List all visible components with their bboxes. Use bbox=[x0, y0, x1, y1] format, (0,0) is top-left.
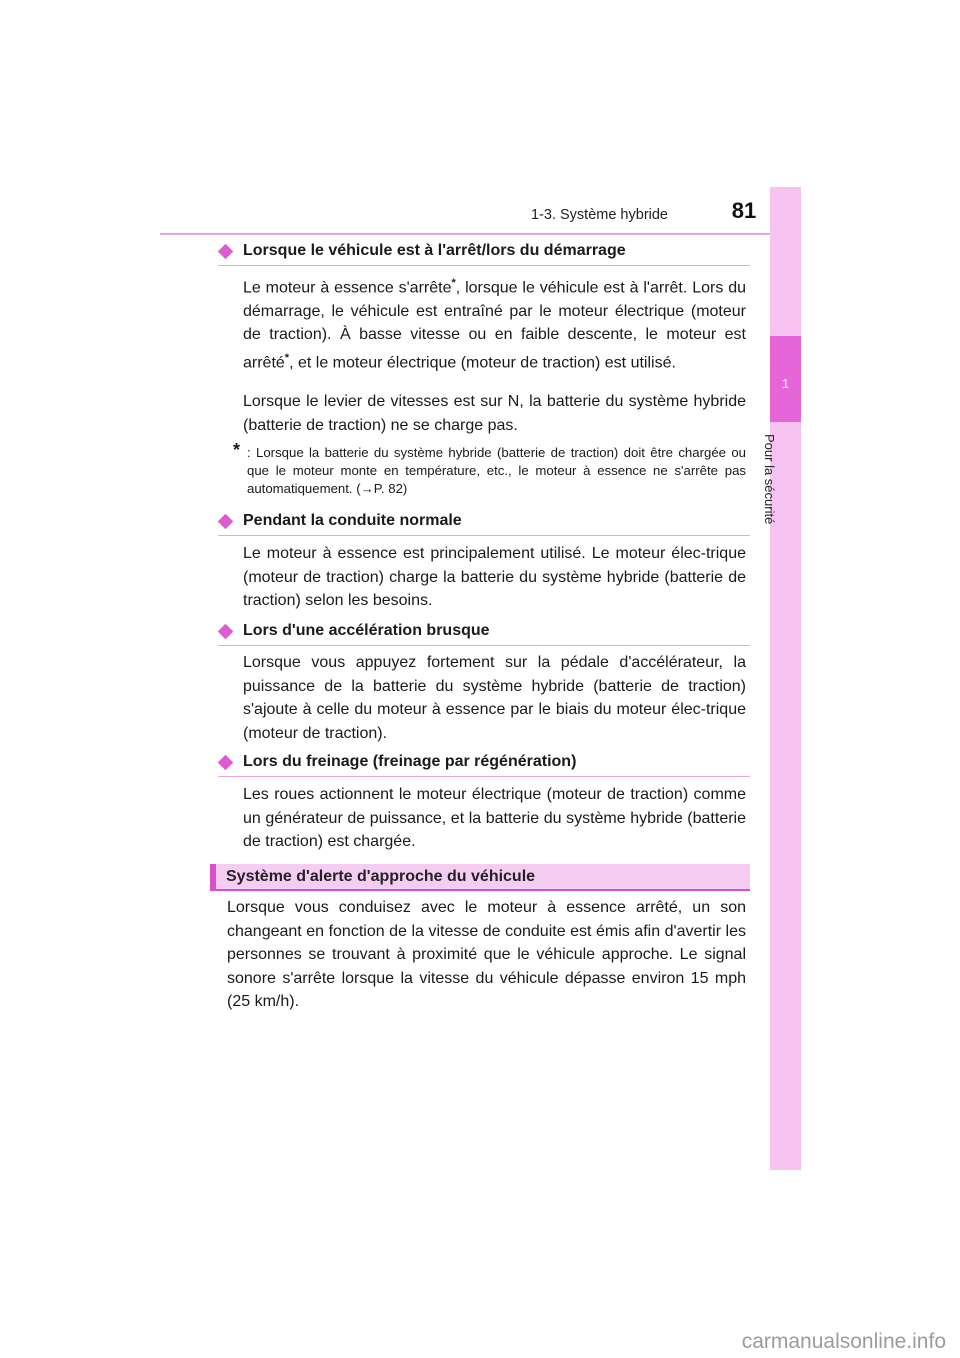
subheading-arret-demarrage bbox=[218, 241, 750, 266]
diamond-bullet-icon bbox=[218, 244, 234, 260]
watermark: carmanualsonline.info bbox=[741, 1330, 946, 1353]
section-heading-box bbox=[210, 864, 750, 891]
footnote bbox=[233, 440, 746, 498]
paragraph-text: , lorsque le véhicule est à l'arrêt. Lors du démarrage, le véhicule est entraîné par le moteur électrique (moteur de traction). À basse vitesse ou en faible descente, le moteur est arrêté bbox=[243, 279, 746, 372]
section-label: 1-3. Système hybride bbox=[530, 207, 668, 223]
page-number: 81 bbox=[731, 198, 757, 223]
footnote-text: : Lorsque la batterie du système hybride (batterie de traction) doit être chargée ou que le moteur monte en température, etc., le moteur à essence ne s'arrête pas automatiquement. (→P. 82) bbox=[247, 445, 746, 496]
paragraph: Lorsque vous conduisez avec le moteur à essence arrêté, un son changeant en fonction de la vitesse de conduite est émis afin d'avertir les personnes se trouvant à proximité que le véhicule approche. Le signal sonore s'arrête lorsque la vitesse du véhicule dépasse environ 15 mph (25 km/h). bbox=[227, 899, 746, 1010]
subheading-conduite-normale bbox=[218, 511, 750, 536]
subheading-acceleration-brusque bbox=[218, 621, 750, 646]
subheading-text: Lors du freinage (freinage par régénération) bbox=[243, 753, 577, 770]
subheading-text: Pendant la conduite normale bbox=[243, 512, 462, 529]
chapter-title: Pour la sécurité bbox=[762, 434, 777, 525]
paragraph: Les roues actionnent le moteur électrique (moteur de traction) comme un générateur de puissance, et la batterie du système hybride (batterie de traction) est chargée. bbox=[243, 786, 746, 850]
subheading-freinage bbox=[218, 752, 750, 777]
footnote-marker: * bbox=[451, 277, 456, 289]
header-rule bbox=[160, 233, 800, 235]
footnote-marker: * bbox=[284, 351, 290, 364]
diamond-bullet-icon bbox=[218, 624, 234, 640]
subheading-text: Lorsque le véhicule est à l'arrêt/lors du démarrage bbox=[243, 242, 626, 259]
heading-accent-bar bbox=[210, 864, 216, 891]
paragraph: Lorsque vous appuyez fortement sur la pédale d'accélérateur, la puissance de la batterie du système hybride (batterie de traction) s'ajoute à celle du moteur à essence par le biais du moteur élec-trique (moteur de traction). bbox=[243, 654, 746, 742]
chapter-number: 1 bbox=[781, 376, 790, 391]
paragraph-text: Le moteur à essence s'arrête bbox=[243, 279, 452, 297]
chapter-side-tab bbox=[770, 187, 801, 1170]
subheading-text: Lors d'une accélération brusque bbox=[243, 622, 490, 639]
paragraph-text: , et le moteur électrique (moteur de traction) est utilisé. bbox=[289, 354, 676, 372]
diamond-bullet-icon bbox=[218, 755, 234, 771]
paragraph: Lorsque le levier de vitesses est sur N, la batterie du système hybride (batterie de traction) ne se charge pas. bbox=[243, 393, 746, 434]
paragraph: Le moteur à essence est principalement utilisé. Le moteur élec-trique (moteur de traction) charge la batterie du système hybride (batterie de traction) selon les besoins. bbox=[243, 545, 746, 609]
section-heading: Système d'alerte d'approche du véhicule bbox=[226, 868, 536, 885]
footnote-star: * bbox=[233, 440, 241, 460]
paragraph bbox=[243, 272, 746, 375]
diamond-bullet-icon bbox=[218, 514, 234, 530]
